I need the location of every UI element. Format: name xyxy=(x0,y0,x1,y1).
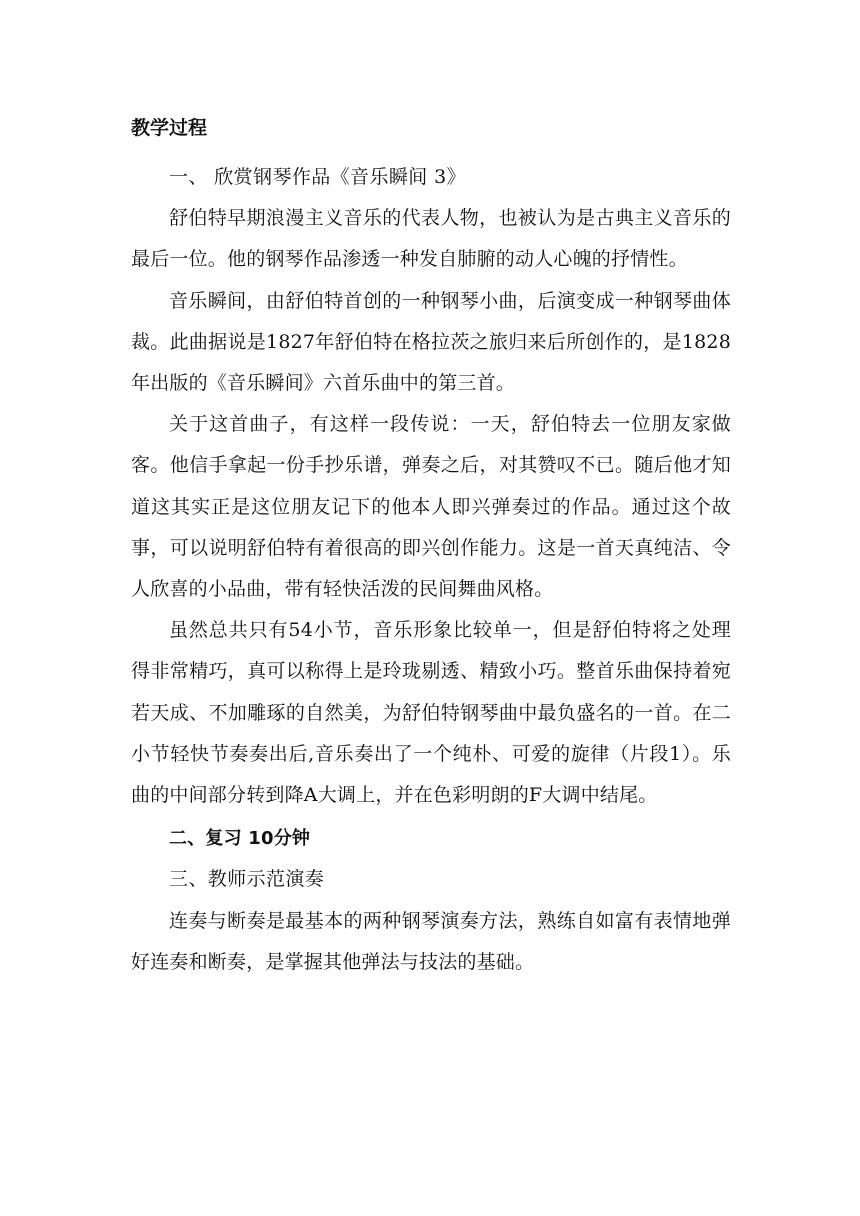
page-title: 教学过程 xyxy=(131,117,208,139)
paragraph-analysis: 虽然总共只有54小节，音乐形象比较单一，但是舒伯特将之处理得非常精巧，真可以称得上是玲珑剔透、精致小巧。整首乐曲保持着宛若天成、不加雕琢的自然美，为舒伯特钢琴曲中最负盛名的一首。在二小节轻快节奏奏出后,音乐奏出了一个纯朴、可爱的旋律（片段1）。乐曲的中间部分转到降A大调上，并在色彩明朗的F大调中结尾。 xyxy=(131,619,731,807)
paragraph-intro: 舒伯特早期浪漫主义音乐的代表人物，也被认为是古典主义音乐的最后一位。他的钢琴作品渗透一种发自肺腑的动人心魄的抒情性。 xyxy=(131,207,731,271)
paragraph-closing: 连奏与断奏是最基本的两种钢琴演奏方法，熟练自如富有表情地弹好连奏和断奏，是掌握其他弹法与技法的基础。 xyxy=(131,909,731,973)
section-heading-1: 一、 欣赏钢琴作品《音乐瞬间 3》 xyxy=(169,166,466,188)
paragraph-moment-musical: 音乐瞬间，由舒伯特首创的一种钢琴小曲，后演变成一种钢琴曲体裁。此曲据说是1827年舒伯特在格拉茨之旅归来后所创作的，是1828年出版的《音乐瞬间》六首乐曲中的第三首。 xyxy=(131,289,731,395)
section-heading-2: 二、复习 10分钟 xyxy=(169,828,311,850)
section-heading-3: 三、教师示范演奏 xyxy=(169,868,325,891)
document-body xyxy=(131,111,731,983)
paragraph-legend: 关于这首曲子，有这样一段传说：一天，舒伯特去一位朋友家做客。他信手拿起一份手抄乐谱，弹奏之后，对其赞叹不已。随后他才知道这其实正是这位朋友记下的他本人即兴弹奏过的作品。通过这个故事，可以说明舒伯特有着很高的即兴创作能力。这是一首天真纯洁、令人欣喜的小品曲，带有轻快活泼的民间舞曲风格。 xyxy=(131,413,731,601)
